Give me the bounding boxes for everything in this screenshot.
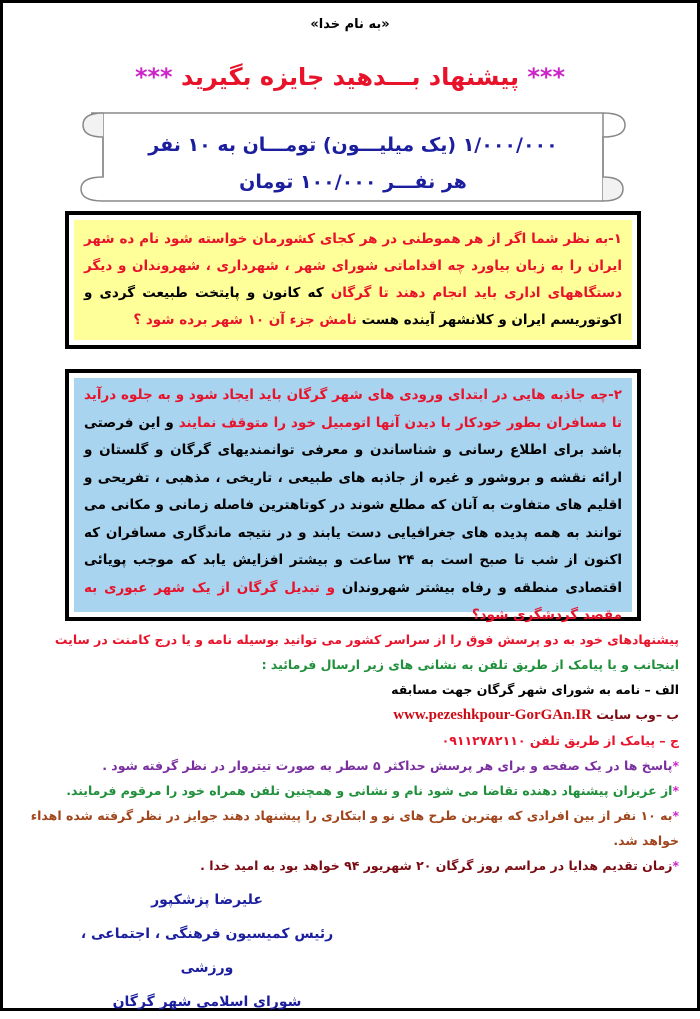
- option-b-website: [21, 702, 679, 728]
- bullet-icon: *: [672, 808, 679, 823]
- question-2-body: و این فرصتی باشد برای اطلاع رسانی و شناساندن و معرفی توانمندیهای گرگان و گلستان و ارائه نقشه و بروشور و غیره از جاذبه های طبیعی ، تاریخی ، مذهبی ، تفریحی و اقلیم های متفاوت به آنان که مطلع شوند در کوتاهترین فاصله زمانی و مکانی می توانند به همه پدیده های جغرافیایی دست یابند و در نتیجه ماندگاری مسافران که اکنون از شب تا صبح است به ۲۴ ساعت و بیشتر افزایش یابد که موجب پویائی اقتصادی منطقه و رفاه بیشتر شهروندان: [84, 414, 622, 596]
- option-c-sms: ج – پیامک از طریق تلفن ۰۹۱۱۲۷۸۲۱۱۰: [441, 733, 679, 748]
- option-a-letter: الف – نامه به شورای شهر گرگان جهت مسابقه: [391, 682, 679, 697]
- option-b-label: ب –وب سایت: [596, 707, 679, 722]
- bullet-icon: *: [672, 783, 679, 798]
- bismillah-text: «به نام خدا»: [310, 17, 390, 32]
- signature-position: رئیس کمیسیون فرهنگی ، اجتماعی ، ورزشی: [80, 926, 334, 976]
- note-4-text: زمان تقدیم هدایا در مراسم روز گرگان ۲۰ شهریور ۹۴ خواهد بود به امید خدا .: [200, 858, 673, 873]
- note-4: [21, 853, 679, 878]
- question-1-text: [74, 220, 632, 340]
- question-1-highlight: ۱-به نظر شما اگر از هر هموطنی در هر کجای کشورمان خواسته شود نام ده شهر ایران را به زبان بیاورد چه اقداماتی شورای شهر ، شهرداری ، شهروندان و دیگر دستگاههای اداری باید انجام دهند تا گرگان: [84, 231, 622, 301]
- note-2-text: از عزیزان پیشنهاد دهنده تقاضا می شود نام و نشانی و همچنین تلفن همراه خود را مرقوم فرمایند.: [66, 783, 673, 798]
- flyer-headline: [3, 63, 697, 91]
- note-1-text: پاسخ ها در یک صفحه و برای هر پرسش حداکثر ۵ سطر به صورت تیتروار در نظر گرفته شود .: [102, 758, 673, 773]
- bullet-icon: *: [672, 758, 679, 773]
- prize-line-2: هر نفـــر ۱۰۰/۰۰۰ تومان: [239, 171, 467, 193]
- stars-right: ***: [527, 63, 566, 91]
- note-3-text: به ۱۰ نفر از بین افرادی که بهترین طرح های نو و ابتکاری را پیشنهاد دهند جوایز در نظر گرفته شده اهداء: [30, 808, 673, 823]
- bullet-icon: *: [672, 858, 679, 873]
- stars-left: ***: [134, 63, 173, 91]
- prize-line-1: ۱/۰۰۰/۰۰۰ (یک میلیـــون) تومـــان به ۱۰ نفر: [148, 134, 558, 156]
- question-2-highlight: ۲-چه جاذبه هایی در ابتدای ورودی های شهر گرگان باید ایجاد شود و به جلوه درآید تا مسافران بطور خودکار با دیدن آنها اتومبیل خود را متوقف نمایند: [84, 387, 622, 431]
- note-2: [21, 778, 679, 803]
- signature-org: شورای اسلامی شهر گرگان: [112, 994, 302, 1010]
- signature-block: [77, 883, 337, 1019]
- prize-scroll-banner: [73, 107, 633, 207]
- instructions-line-1: پیشنهادهای خود به دو پرسش فوق را از سراسر کشور می توانید بوسیله نامه و یا درج کامنت در سایت: [54, 632, 679, 647]
- instructions-line-2: اینجانب و یا پیامک از طریق تلفن به نشانی های زیر ارسال فرمائید :: [261, 657, 679, 672]
- question-1-body: که کانون و پایتخت طبیعت گردی و اکوتوریسم ایران و کلانشهر آینده هست: [84, 285, 622, 328]
- note-3: [21, 803, 679, 828]
- question-1-ending: نامش جزء آن ۱۰ شهر برده شود ؟: [133, 312, 357, 328]
- note-1: [21, 753, 679, 778]
- note-3-continued: خواهد شد.: [613, 833, 679, 848]
- website-link[interactable]: www.pezeshkpour-GorGAn.IR: [393, 707, 592, 723]
- question-1-box: [65, 211, 641, 349]
- instructions-section: [21, 627, 679, 878]
- question-2-text: [74, 378, 632, 623]
- headline-title: پیشنهاد بـــدهید جایزه بگیرید: [180, 63, 520, 91]
- question-2-ending: و تبدیل گرگان از یک شهر عبوری به مقصد گردشگری شود؟: [84, 579, 622, 623]
- signature-name: علیرضا پزشکپور: [151, 892, 263, 908]
- question-2-box: [65, 369, 641, 621]
